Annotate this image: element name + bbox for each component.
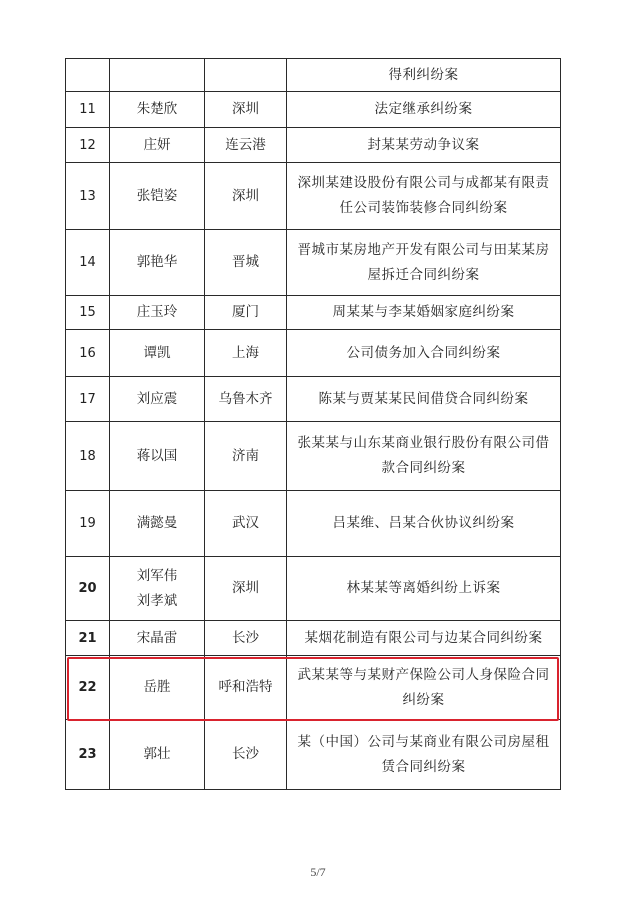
city: 济南 [205,422,287,491]
table-row [66,491,561,557]
city: 厦门 [205,296,287,330]
case-title: 某（中国）公司与某商业有限公司房屋租赁合同纠纷案 [287,720,561,790]
lawyer-name: 张铠姿 [110,163,205,230]
city: 深圳 [205,557,287,621]
city: 深圳 [205,92,287,128]
table-row [66,128,561,163]
lawyer-name [110,59,205,92]
page-number: 5/7 [310,865,326,879]
lawyer-name: 谭凯 [110,330,205,377]
row-number: 13 [66,163,110,230]
case-title: 陈某与贾某某民间借贷合同纠纷案 [287,377,561,422]
lawyer-name: 蒋以国 [110,422,205,491]
city: 长沙 [205,720,287,790]
row-number: 17 [66,377,110,422]
lawyer-name: 郭艳华 [110,230,205,296]
table-row [66,330,561,377]
case-title: 法定继承纠纷案 [287,92,561,128]
table-row [66,59,561,92]
case-title: 张某某与山东某商业银行股份有限公司借款合同纠纷案 [287,422,561,491]
lawyer-name: 郭壮 [110,720,205,790]
lawyer-name: 岳胜 [110,656,205,720]
lawyer-name: 宋晶雷 [110,621,205,656]
row-number: 16 [66,330,110,377]
lawyer-name: 刘应震 [110,377,205,422]
city: 上海 [205,330,287,377]
row-number: 11 [66,92,110,128]
row-number: 23 [66,720,110,790]
table-row [66,720,561,790]
lawyer-name: 朱楚欣 [110,92,205,128]
case-title: 得利纠纷案 [287,59,561,92]
case-title: 晋城市某房地产开发有限公司与田某某房屋拆迁合同纠纷案 [287,230,561,296]
row-number: 22 [66,656,110,720]
city: 连云港 [205,128,287,163]
case-title: 封某某劳动争议案 [287,128,561,163]
case-title: 吕某维、吕某合伙协议纠纷案 [287,491,561,557]
row-number: 18 [66,422,110,491]
city: 呼和浩特 [205,656,287,720]
case-title: 某烟花制造有限公司与边某合同纠纷案 [287,621,561,656]
table-row [66,296,561,330]
table-row [66,621,561,656]
city: 武汉 [205,491,287,557]
city: 乌鲁木齐 [205,377,287,422]
row-number: 20 [66,557,110,621]
city: 深圳 [205,163,287,230]
lawyer-name: 庄妍 [110,128,205,163]
city: 长沙 [205,621,287,656]
case-title: 深圳某建设股份有限公司与成都某有限责任公司装饰装修合同纠纷案 [287,163,561,230]
case-title: 公司债务加入合同纠纷案 [287,330,561,377]
table-row [66,230,561,296]
highlight-box [67,657,559,721]
row-number: 14 [66,230,110,296]
row-number [66,59,110,92]
lawyer-name: 刘军伟 刘孝斌 [110,557,205,621]
lawyer-name: 庄玉玲 [110,296,205,330]
case-title: 林某某等离婚纠纷上诉案 [287,557,561,621]
table-row [66,422,561,491]
table-row [66,92,561,128]
row-number: 19 [66,491,110,557]
city [205,59,287,92]
case-title: 周某某与李某婚姻家庭纠纷案 [287,296,561,330]
row-number: 21 [66,621,110,656]
table-row [66,377,561,422]
table-row [66,557,561,621]
row-number: 15 [66,296,110,330]
table-row [66,163,561,230]
lawyer-name: 满懿曼 [110,491,205,557]
city: 晋城 [205,230,287,296]
row-number: 12 [66,128,110,163]
case-title: 武某某等与某财产保险公司人身保险合同纠纷案 [287,656,561,720]
